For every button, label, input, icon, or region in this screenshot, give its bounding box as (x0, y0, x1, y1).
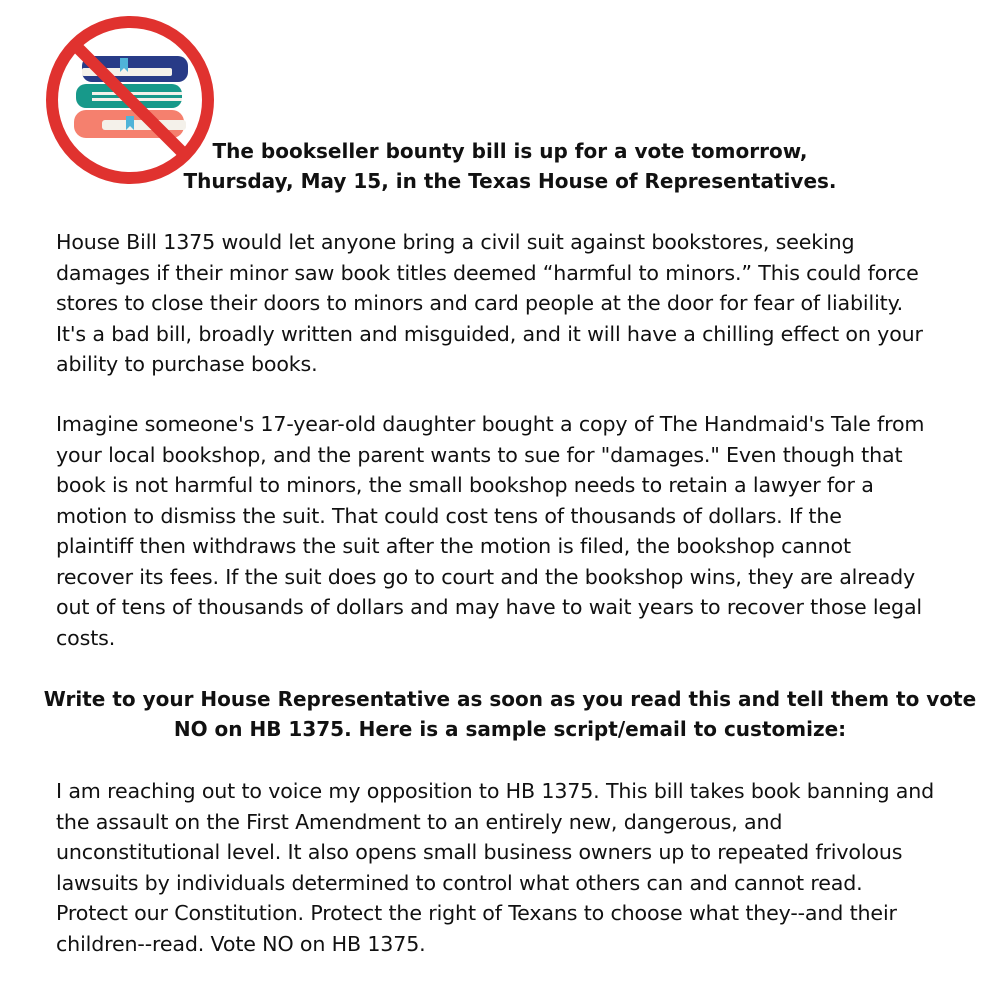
example-scenario-paragraph (56, 409, 976, 653)
paragraph-line: plaintiff then withdraws the suit after the motion is filed, the bookshop cannot (56, 534, 851, 558)
paragraph-line: out of tens of thousands of dollars and may have to wait years to recover those legal (56, 595, 922, 619)
paragraph-line: I am reaching out to voice my opposition to HB 1375. This bill takes book banning and (56, 779, 935, 803)
cta-heading-line: Write to your House Representative as soon as you read this and tell them to vote (43, 687, 977, 711)
paragraph-line: It's a bad bill, broadly written and misguided, and it will have a chilling effect on your (56, 321, 923, 346)
paragraph-line: stores to close their doors to minors and card people at the door for fear of liability. (56, 291, 904, 315)
paragraph-line: costs. (56, 625, 116, 650)
paragraph-line: children--read. Vote NO on HB 1375. (56, 931, 426, 956)
bill-description-paragraph (56, 227, 976, 380)
paragraph-line: Imagine someone's 17-year-old daughter bought a copy of The Handmaid's Tale from (56, 412, 925, 436)
alert-heading-line: Thursday, May 15, in the Texas House of Representatives. (183, 169, 837, 193)
alert-heading-line: The bookseller bounty bill is up for a vote tomorrow, (212, 139, 808, 163)
paragraph-line: motion to dismiss the suit. That could cost tens of thousands of dollars. If the (56, 503, 842, 528)
paragraph-line: House Bill 1375 would let anyone bring a civil suit against bookstores, seeking (56, 230, 855, 254)
paragraph-line: the assault on the First Amendment to an entirely new, dangerous, and (56, 809, 783, 834)
paragraph-line: ability to purchase books. (56, 352, 318, 376)
paragraph-line: lawsuits by individuals determined to control what others can and cannot read. (56, 870, 863, 895)
paragraph-line: your local bookshop, and the parent wants to sue for "damages." Even though that (56, 442, 903, 467)
cta-heading-line: NO on HB 1375. Here is a sample script/email to customize: (173, 717, 847, 741)
call-to-action-heading (30, 684, 990, 744)
paragraph-line: book is not harmful to minors, the small bookshop needs to retain a lawyer for a (56, 473, 874, 497)
sample-script-paragraph (56, 776, 976, 959)
alert-heading (30, 136, 990, 196)
paragraph-line: unconstitutional level. It also opens small business owners up to repeated frivolous (56, 840, 903, 864)
paragraph-line: recover its fees. If the suit does go to court and the bookshop wins, they are already (56, 564, 916, 589)
paragraph-line: Protect our Constitution. Protect the right of Texans to choose what they--and their (56, 901, 897, 925)
paragraph-line: damages if their minor saw book titles deemed “harmful to minors.” This could force (56, 260, 919, 285)
